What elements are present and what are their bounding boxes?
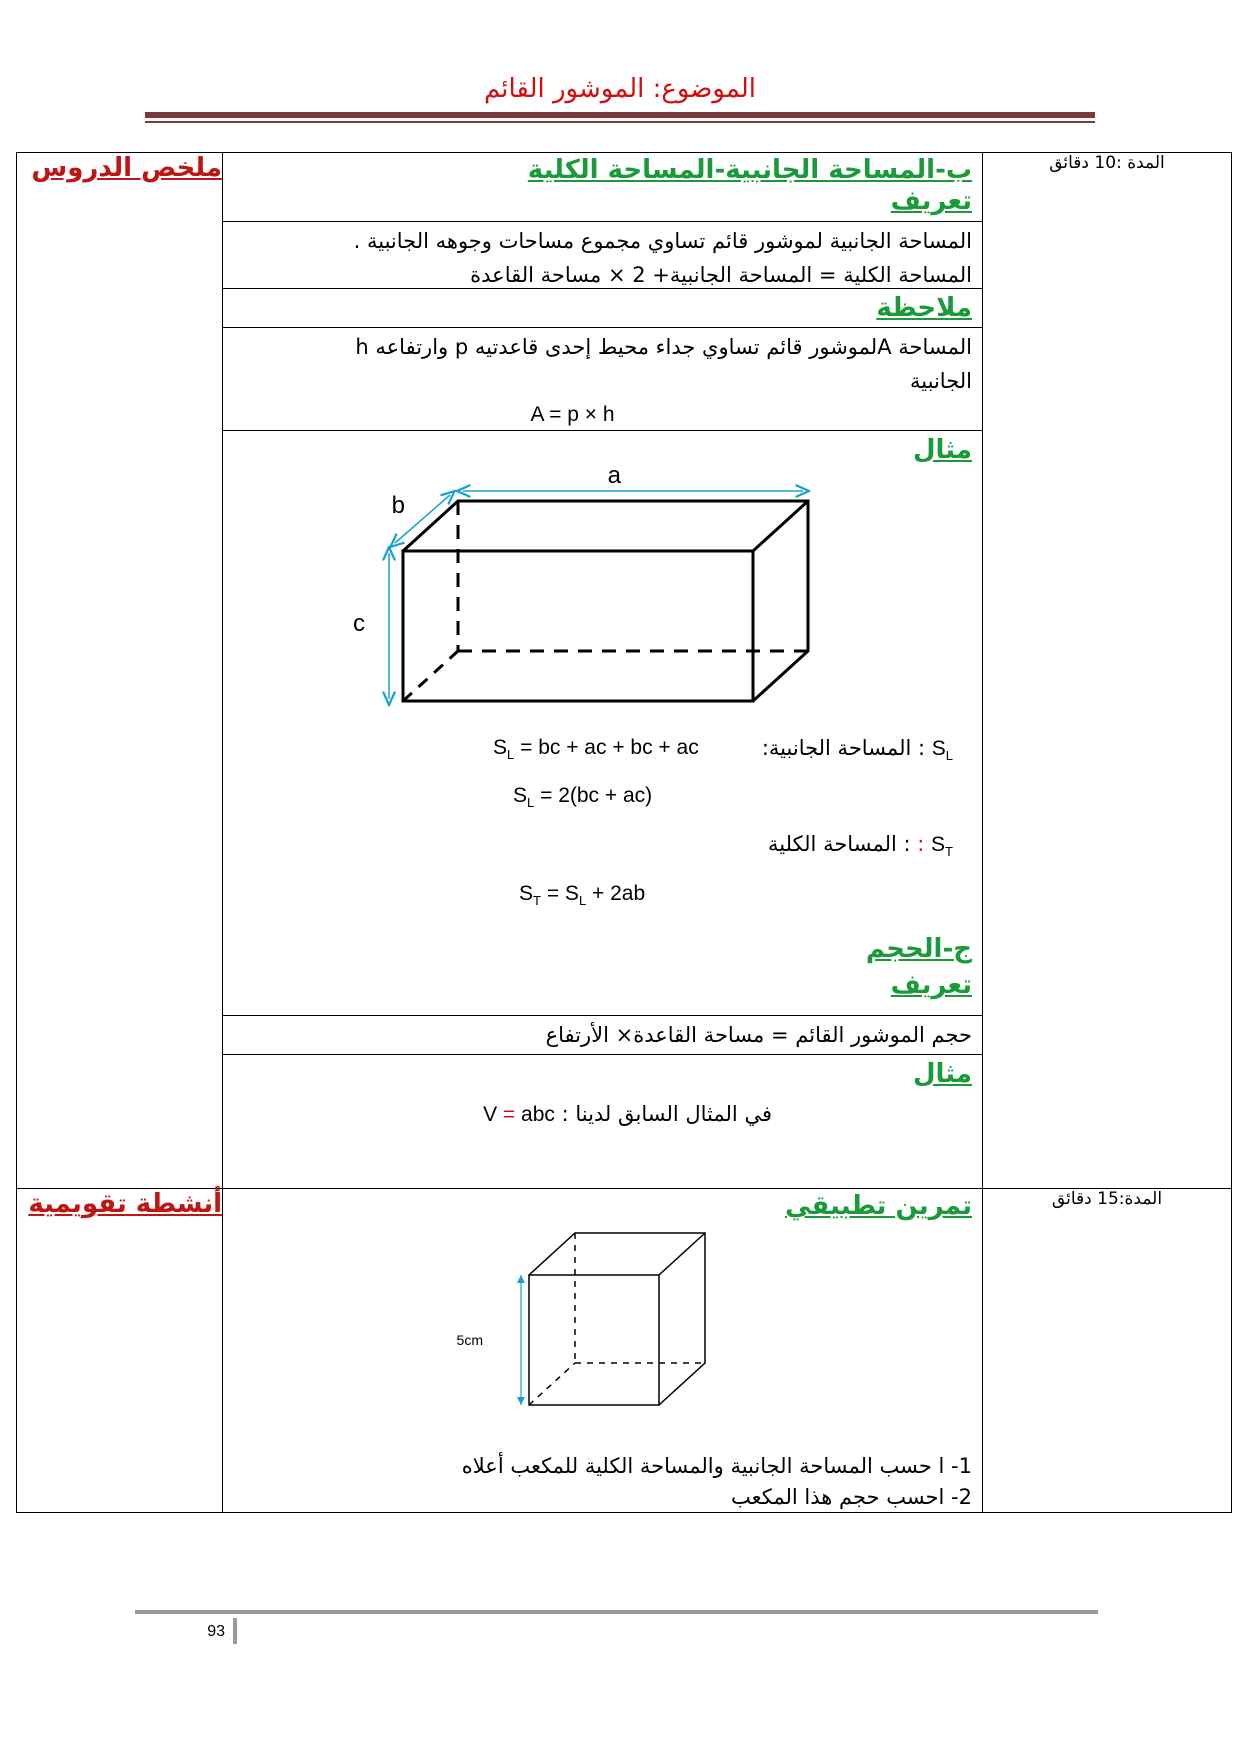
example2-v: V xyxy=(483,1103,498,1126)
volume-definition-block xyxy=(223,1016,982,1055)
activities-label-cell xyxy=(17,1189,223,1513)
question-2: 2- احسب حجم هذا المكعب xyxy=(731,1485,972,1509)
cube-figure xyxy=(456,1225,763,1425)
prism-back-edges xyxy=(403,501,808,701)
example2-text: في المثال السابق لدينا : xyxy=(561,1102,772,1126)
st-symbol: S xyxy=(519,882,534,905)
sl-label: : المساحة الجانبية: xyxy=(761,736,926,760)
sl-symbol: S xyxy=(493,736,508,759)
st-sub-l: L xyxy=(578,893,587,909)
prism-front-face xyxy=(403,551,753,701)
st-eq: = xyxy=(546,882,560,905)
example-label: مثال xyxy=(912,435,972,465)
summary-row xyxy=(17,153,1232,1189)
questions xyxy=(462,1451,972,1513)
definition2-label: تعريف xyxy=(890,970,972,1000)
sl-sub: L xyxy=(507,747,515,763)
definition-line-2: المساحة الكلية = المساحة الجانبية+ 2 × مساحة القاعدة xyxy=(470,263,972,287)
exercise-heading xyxy=(223,1189,982,1223)
example2-block xyxy=(223,1055,982,1147)
activities-content-cell xyxy=(223,1189,983,1513)
note-formula: A = p × h xyxy=(530,403,615,426)
header-rule xyxy=(145,112,1095,118)
definition-block xyxy=(223,222,982,289)
summary-section-label: ملخص الدروس xyxy=(31,153,222,183)
sl-def-symbol: S xyxy=(931,737,946,760)
st-definition: $S_T$ : : المساحة الكلية xyxy=(768,832,953,860)
footer-divider xyxy=(233,1618,237,1644)
prism-hidden-depth xyxy=(403,651,458,701)
footer-rule xyxy=(135,1610,1098,1614)
activities-duration: المدة:15 دقائق xyxy=(1051,1189,1163,1209)
st-sub: T xyxy=(533,893,541,909)
dimension-a-label: a xyxy=(607,462,621,489)
summary-label-cell xyxy=(17,153,223,1189)
sl2-formula-text: = 2(bc + ac) xyxy=(540,784,653,807)
header-rule-thin xyxy=(145,121,1095,123)
dimension-c-label: c xyxy=(353,610,365,637)
sl-def-sub: L xyxy=(945,748,953,764)
activities-section-label: أنشطة تقويمية xyxy=(28,1189,222,1219)
sl-formula-text: = bc + ac + bc + ac xyxy=(520,736,699,759)
page-number: 93 xyxy=(207,1623,225,1640)
definition-line-1: المساحة الجانبية لموشور قائم تساوي مجموع مساحات وجوهه الجانبية . xyxy=(353,229,972,253)
note-line-1: المساحة Aلموشور قائم تساوي جداء محيط إحدى قاعدتيه p وارتفاعه h xyxy=(355,335,972,359)
summary-duration-cell xyxy=(983,153,1232,1189)
st-def-symbol: S xyxy=(931,833,946,856)
cube-back-edges xyxy=(529,1233,705,1405)
activities-duration-cell xyxy=(983,1189,1232,1513)
sl2-sub: L xyxy=(527,795,535,811)
sl-definition xyxy=(762,731,953,773)
note-label: ملاحظة xyxy=(876,293,972,323)
volume-heading-label: ج-الحجم xyxy=(865,934,972,964)
lesson-table xyxy=(16,152,1232,1513)
heading-block xyxy=(223,153,982,222)
dimension-b-label: b xyxy=(391,492,405,519)
example2-label: مثال xyxy=(912,1059,972,1089)
st-label: : المساحة الكلية xyxy=(768,832,911,856)
prism-figure xyxy=(223,462,973,711)
note-block xyxy=(223,328,982,431)
page-title: الموضوع: الموشور القائم xyxy=(483,74,757,104)
question-1: 1- ا حسب المساحة الجانبية والمساحة الكلية للمكعب أعلاه xyxy=(461,1454,972,1478)
prism-top-right-edge xyxy=(753,501,808,551)
heading-lateral-total-area: ب-المساحة الجانبية-المساحة الكلية xyxy=(527,155,972,185)
exercise-label: تمرين تطبيقي xyxy=(785,1191,972,1221)
definition-label: تعريف xyxy=(890,186,972,216)
volume-heading xyxy=(866,931,972,1003)
cube-arrow-head-bottom xyxy=(517,1397,525,1405)
example2-abc: abc xyxy=(521,1103,555,1126)
example2-line xyxy=(233,1091,972,1132)
summary-duration: المدة :10 دقائق xyxy=(1049,153,1165,173)
st-tail: + 2ab xyxy=(592,882,646,905)
volume-definition: حجم الموشور القائم = مساحة القاعدة× الأرتفاع xyxy=(545,1023,972,1047)
example-block xyxy=(223,431,982,1016)
sl-formula-2 xyxy=(513,779,652,820)
summary-content-cell xyxy=(223,153,983,1189)
st-formula xyxy=(519,877,645,918)
cube-top-right-edge xyxy=(659,1233,705,1275)
cube-front-face xyxy=(529,1275,659,1405)
sl2-symbol: S xyxy=(513,784,528,807)
activities-row xyxy=(17,1189,1232,1513)
note-line-2: الجانبية xyxy=(910,369,972,393)
note-heading-block xyxy=(223,289,982,328)
cube-hidden-depth xyxy=(529,1363,575,1405)
cube-label: 5cm xyxy=(456,1332,483,1348)
example2-eq: = xyxy=(502,1103,516,1126)
cube-arrow-head-top xyxy=(517,1275,525,1283)
sl-formula xyxy=(493,731,699,772)
st-def-sub: T xyxy=(945,844,953,860)
st-symbol-l: S xyxy=(564,882,579,905)
